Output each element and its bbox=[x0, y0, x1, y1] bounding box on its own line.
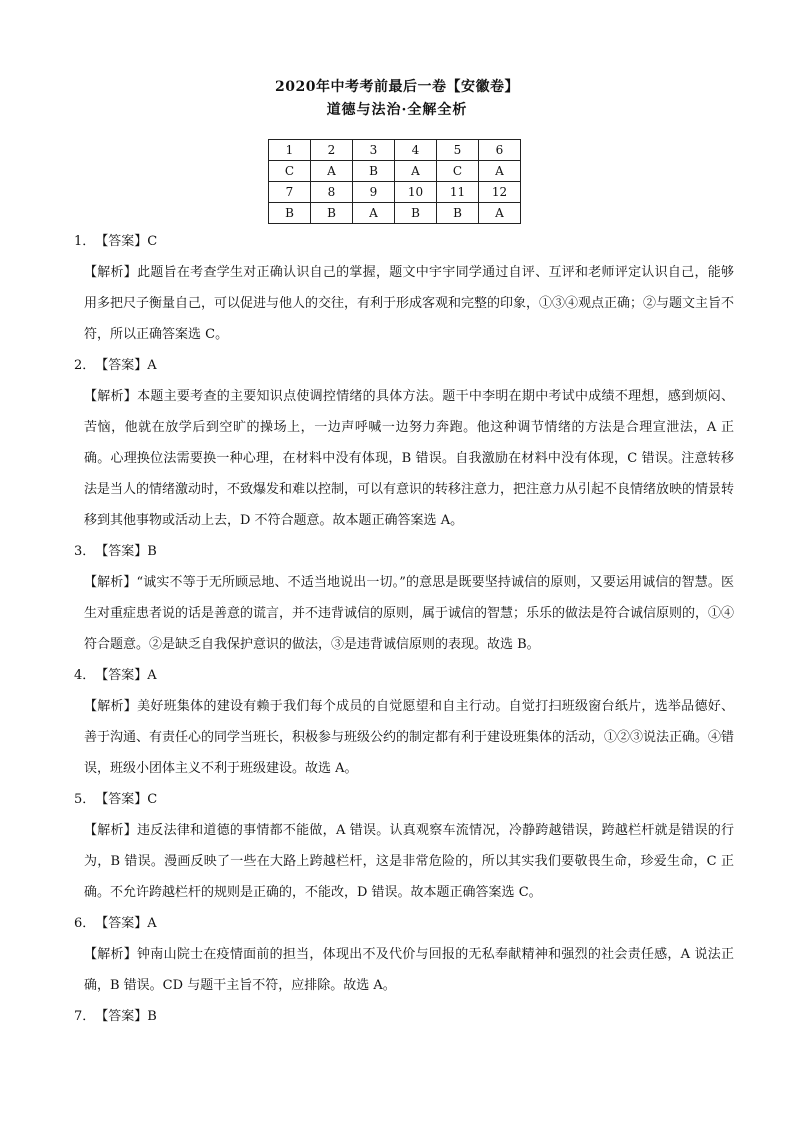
analysis-text: 钟南山院士在疫情面前的担当，体现出不及代价与回报的无私奉献精神和强烈的社会责任感，A 说法正确，B 错误。CD 与题干主旨不符，应排除。故选 A。 bbox=[84, 947, 734, 993]
table-cell: A bbox=[395, 161, 437, 182]
answer-line bbox=[74, 908, 734, 939]
table-cell: A bbox=[479, 203, 521, 224]
question-item bbox=[74, 784, 734, 908]
table-cell: 11 bbox=[437, 182, 479, 203]
analysis-paragraph bbox=[74, 567, 734, 660]
answer-value: B bbox=[147, 1009, 157, 1024]
table-cell: 8 bbox=[311, 182, 353, 203]
question-item bbox=[74, 226, 734, 350]
answer-line bbox=[74, 350, 734, 381]
table-cell: A bbox=[479, 161, 521, 182]
answer-tag: 【答案】 bbox=[95, 668, 148, 683]
table-cell: 12 bbox=[479, 182, 521, 203]
answer-value: C bbox=[147, 792, 158, 807]
answer-table-row bbox=[269, 203, 521, 224]
answer-value: B bbox=[147, 544, 157, 559]
question-number: 2． bbox=[74, 358, 96, 373]
question-number: 6． bbox=[74, 916, 96, 931]
answer-tag: 【答案】 bbox=[95, 358, 148, 373]
answer-tag: 【答案】 bbox=[95, 916, 148, 931]
answer-table bbox=[268, 139, 521, 224]
question-number: 1． bbox=[74, 234, 96, 249]
answer-line bbox=[74, 784, 734, 815]
analysis-paragraph bbox=[74, 381, 734, 536]
answer-table-row bbox=[269, 161, 521, 182]
analysis-text: 此题旨在考查学生对正确认识自己的掌握，题文中宇宇同学通过自评、互评和老师评定认识自己，能够用多把尺子衡量自己，可以促进与他人的交往，有利于形成客观和完整的印象，①③④观点正确；②与题文主旨不符，所以正确答案选 C。 bbox=[84, 265, 735, 342]
analysis-tag: 【解析】 bbox=[84, 699, 138, 714]
answer-tag: 【答案】 bbox=[95, 234, 148, 249]
analysis-paragraph bbox=[74, 939, 734, 1001]
question-number: 5． bbox=[74, 792, 96, 807]
table-cell: A bbox=[311, 161, 353, 182]
question-number: 7． bbox=[74, 1009, 96, 1024]
analysis-text: 违反法律和道德的事情都不能做，A 错误。认真观察车流情况，冷静跨越错误，跨越栏杆就是错误的行为，B 错误。漫画反映了一些在大路上跨越栏杆，这是非常危险的，所以其实我们要敬畏生命，珍爱生命，C 正确。不允许跨越栏杆的规则是正确的，不能改，D 错误。故本题正确答案选 C。 bbox=[84, 823, 734, 900]
analysis-text: 本题主要考查的主要知识点使调控情绪的具体方法。题干中李明在期中考试中成绩不理想，感到烦闷、苦恼，他就在放学后到空旷的操场上，一边声呼喊一边努力奔跑。他这种调节情绪的方法是合理宣泄法，A 正确。心理换位法需要换一种心理，在材料中没有体现，B 错误。自我激励在材料中没有体现，C 错误。注意转移法是当人的情绪激动时，不致爆发和难以控制，可以有意识的转移注意力，把注意力从引起不良情绪放映的情景转移到其他事物或活动上去，D 不符合题意。故本题正确答案选 A。 bbox=[84, 389, 735, 528]
table-cell: B bbox=[437, 203, 479, 224]
question-list bbox=[74, 226, 734, 1032]
answer-value: C bbox=[147, 234, 158, 249]
question-number: 3． bbox=[74, 544, 96, 559]
question-item bbox=[74, 908, 734, 1001]
answer-line bbox=[74, 1001, 734, 1032]
answer-tag: 【答案】 bbox=[95, 792, 148, 807]
table-cell: B bbox=[353, 161, 395, 182]
table-cell: B bbox=[269, 203, 311, 224]
analysis-paragraph bbox=[74, 691, 734, 784]
table-cell: 10 bbox=[395, 182, 437, 203]
analysis-paragraph bbox=[74, 257, 734, 350]
answer-value: A bbox=[147, 358, 157, 373]
table-cell: 4 bbox=[395, 140, 437, 161]
analysis-tag: 【解析】 bbox=[84, 947, 138, 962]
table-cell: B bbox=[395, 203, 437, 224]
table-cell: A bbox=[353, 203, 395, 224]
analysis-tag: 【解析】 bbox=[84, 265, 138, 280]
answer-line bbox=[74, 660, 734, 691]
table-cell: 9 bbox=[353, 182, 395, 203]
analysis-text: “诚实不等于无所顾忌地、不适当地说出一切。”的意思是既要坚持诚信的原则，又要运用诚信的智慧。医生对重症患者说的话是善意的谎言，并不违背诚信的原则，属于诚信的智慧；乐乐的做法是符合诚信原则的，①④符合题意。②是缺乏自我保护意识的做法，③是违背诚信原则的表现。故选 B。 bbox=[84, 575, 735, 652]
analysis-text: 美好班集体的建设有赖于我们每个成员的自觉愿望和自主行动。自觉打扫班级窗台纸片，选举品德好、善于沟通、有责任心的同学当班长，积极参与班级公约的制定都有利于建设班集体的活动，①②③说法正确。④错误，班级小团体主义不利于班级建设。故选 A。 bbox=[84, 699, 735, 776]
question-item bbox=[74, 536, 734, 660]
table-cell: 7 bbox=[269, 182, 311, 203]
table-cell: C bbox=[269, 161, 311, 182]
question-item bbox=[74, 1001, 734, 1032]
analysis-paragraph bbox=[74, 815, 734, 908]
answer-value: A bbox=[147, 668, 157, 683]
question-item bbox=[74, 660, 734, 784]
question-item bbox=[74, 350, 734, 536]
answer-value: A bbox=[147, 916, 157, 931]
table-cell: 3 bbox=[353, 140, 395, 161]
table-cell: B bbox=[311, 203, 353, 224]
question-number: 4． bbox=[74, 668, 96, 683]
table-cell: C bbox=[437, 161, 479, 182]
analysis-tag: 【解析】 bbox=[84, 823, 138, 838]
answer-line bbox=[74, 536, 734, 567]
answer-line bbox=[74, 226, 734, 257]
table-cell: 2 bbox=[311, 140, 353, 161]
table-cell: 6 bbox=[479, 140, 521, 161]
answer-table-row bbox=[269, 182, 521, 203]
answer-tag: 【答案】 bbox=[95, 1009, 148, 1024]
page-subtitle: 道德与法治·全解全析 bbox=[326, 102, 468, 118]
answer-table-row bbox=[269, 140, 521, 161]
table-cell: 1 bbox=[269, 140, 311, 161]
analysis-tag: 【解析】 bbox=[84, 389, 138, 404]
answer-tag: 【答案】 bbox=[95, 544, 148, 559]
table-cell: 5 bbox=[437, 140, 479, 161]
analysis-tag: 【解析】 bbox=[84, 575, 137, 590]
page-title: 2020年中考考前最后一卷【安徽卷】 bbox=[275, 79, 519, 95]
